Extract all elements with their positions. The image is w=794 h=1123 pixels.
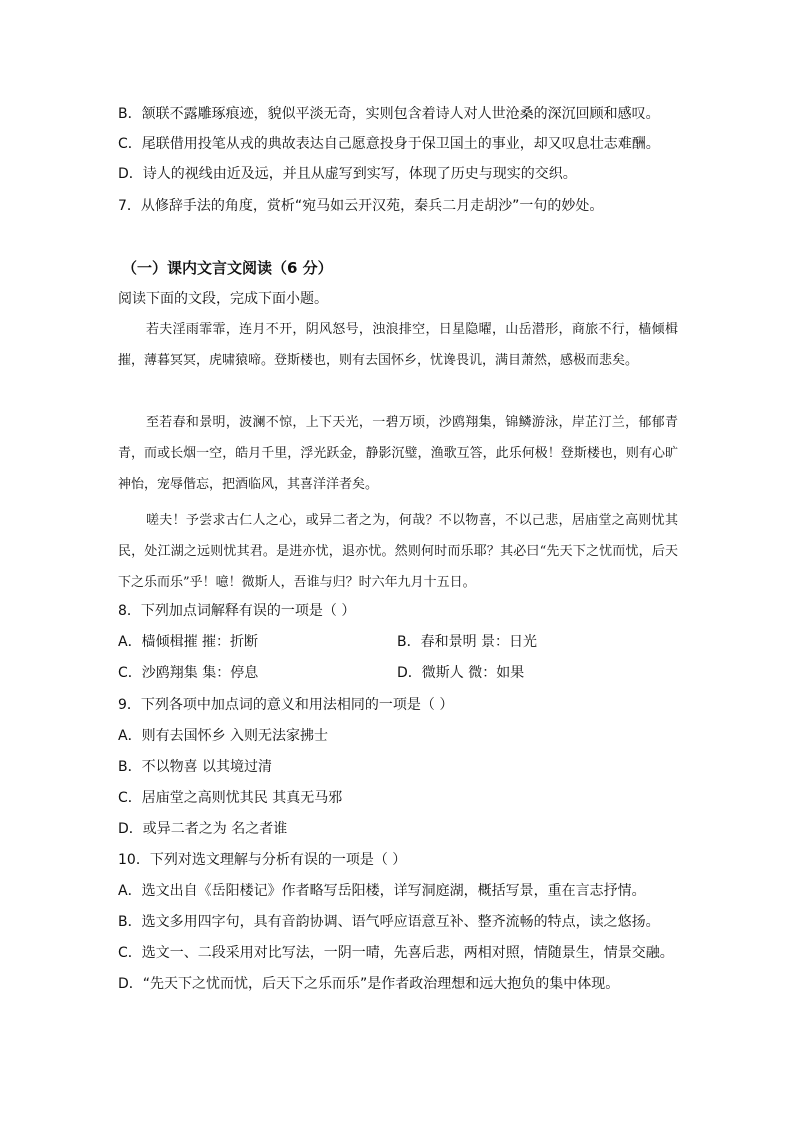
section-instruction: 阅读下面的文段，完成下面小题。 [118, 291, 328, 307]
q6-option-d: D．诗人的视线由近及远，并且从虚写到实写，体现了历史与现实的交织。 [118, 166, 577, 182]
question-8-option-b: B．春和景明 景：日光 [397, 634, 538, 650]
question-10-stem: 10．下列对选文理解与分析有误的一项是（ ） [118, 852, 407, 868]
section-heading: （一）课内文言文阅读（6 分） [122, 259, 333, 277]
q6-option-c: C．尾联借用投笔从戎的典故表达自己愿意投身于保卫国土的事业，却又叹息壮志难酬。 [118, 136, 660, 152]
question-8-option-a: A．樯倾楫摧 摧：折断 [118, 634, 259, 650]
question-10-option-c: C．选文一、二段采用对比写法，一阴一晴，先喜后悲，两相对照，情随景生，情景交融。 [118, 945, 674, 961]
passage-paragraph-3: 嗟夫！予尝求古仁人之心，或异二者之为，何哉？不以物喜，不以己悲，居庙堂之高则忧其民，处江湖之远则忧其君。是进亦忧，退亦忧。然则何时而乐耶？其必曰“先天下之忧而忧，后天下之乐而乐”乎！噫！微斯人，吾谁与归？时六年九月十五日。 [118, 513, 678, 590]
question-10-option-d: D．“先天下之忧而忧，后天下之乐而乐”是作者政治理想和远大抱负的集中体现。 [118, 976, 620, 992]
question-7: 7．从修辞手法的角度，赏析“宛马如云开汉苑，秦兵二月走胡沙”一句的妙处。 [118, 198, 604, 214]
question-8-stem: 8．下列加点词解释有误的一项是（ ） [118, 603, 356, 619]
question-9-option-b: B．不以物喜 以其境过清 [118, 759, 273, 775]
question-9-option-a: A．则有去国怀乡 入则无法家拂士 [118, 728, 329, 744]
passage-paragraph-1: 若夫淫雨霏霏，连月不开，阴风怒号，浊浪排空，日星隐曜，山岳潜形，商旅不行，樯倾楫摧，薄暮冥冥，虎啸猿啼。登斯楼也，则有去国怀乡，忧谗畏讥，满目萧然，感极而悲矣。 [118, 322, 678, 368]
question-9-option-d: D．或异二者之为 名之者谁 [118, 821, 288, 837]
question-8-option-d: D．微斯人 微：如果 [397, 665, 525, 681]
question-10-option-a: A．选文出自《岳阳楼记》作者略写岳阳楼，详写洞庭湖，概括写景，重在言志抒情。 [118, 883, 646, 899]
question-10-option-b: B．选文多用四字句，具有音韵协调、语气呼应语意互补、整齐流畅的特点，读之悠扬。 [118, 914, 660, 930]
q6-option-b: B．颔联不露雕琢痕迹，貌似平淡无奇，实则包含着诗人对人世沧桑的深沉回顾和感叹。 [118, 106, 660, 122]
passage-paragraph-2: 至若春和景明，波澜不惊，上下天光，一碧万顷，沙鸥翔集，锦鳞游泳，岸芷汀兰，郁郁青青，而或长烟一空，皓月千里，浮光跃金，静影沉璧，渔歌互答，此乐何极！登斯楼也，则有心旷神怡，宠辱偕忘，把酒临风，其喜洋洋者矣。 [118, 415, 678, 492]
question-9-option-c: C．居庙堂之高则忧其民 其真无马邪 [118, 790, 343, 806]
question-9-stem: 9．下列各项中加点词的意义和用法相同的一项是（ ） [118, 697, 454, 713]
question-8-option-c: C．沙鸥翔集 集：停息 [118, 665, 259, 681]
